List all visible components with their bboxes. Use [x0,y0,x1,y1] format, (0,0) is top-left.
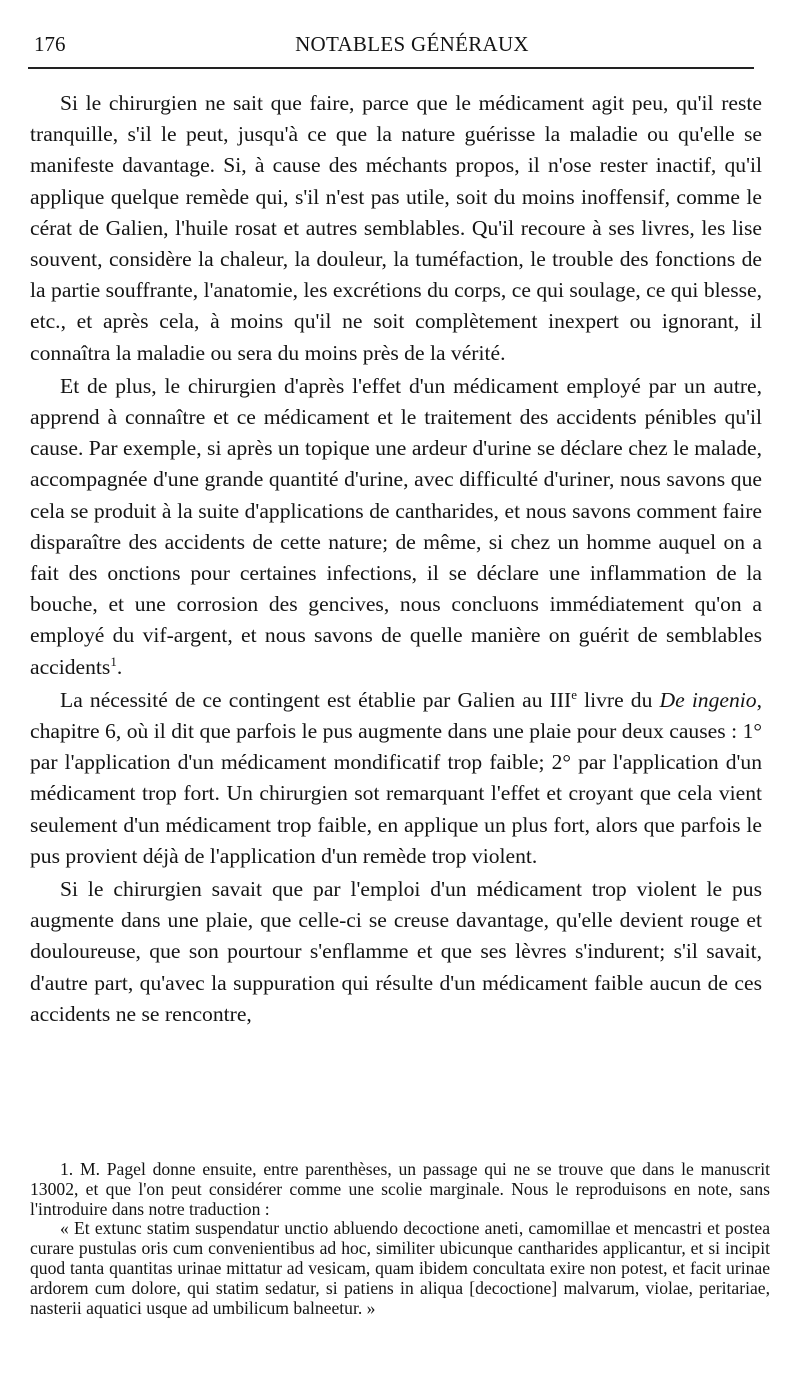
footnote: 1. M. Pagel donne ensuite, entre parenthèses, un passage qui ne se trouve que dans le manuscrit 13002, et que l'on peut considérer comme une scolie marginale. Nous le reproduisons en note, sans l'introduire dans notre traduction : [30,1159,770,1219]
paragraph: Si le chirurgien savait que par l'emploi d'un médicament trop violent le pus augmente dans une plaie, que celle-ci se creuse davantage, qu'elle devient rouge et douloureuse, que son pourtour s'enflamme et que ses lèvres s'indurent; s'il savait, d'autre part, qu'avec la suppuration qui résulte d'un médicament faible aucun de ces accidents ne se rencontre, [30,877,762,1026]
page-number: 176 [34,32,66,56]
footnotes [30,1160,770,1318]
ordinal-superscript: e [571,686,577,702]
paragraph-text: , chapitre 6, où il dit que parfois le pus augmente dans une plaie pour deux causes : 1° par l'application d'un médicament mondificatif trop faible; 2° par l'application d'un médicament trop fort. Un chirurgien sot remarquant l'effet et croyant que cela vient seulement d'un médicament trop faible, en applique un plus fort, alors que parfois le pus provient déjà de l'application d'un remède trop violent. [30,687,762,868]
paragraph [30,371,762,683]
paragraph-end: . [116,654,123,679]
footnote-quote: « Et extunc statim suspendatur unctio abluendo decoctione aneti, camomillae et mencastri et postea curare pustulas oris cum convenientibus ad hoc, similiter ubicunque cantharides applicantur, et si incipit quod tanta quantitas urinae mittatur ad vesicam, quam ibidem concultata exire non potest, et facit urinae ardorem cum dolore, qui statim sedatur, si patiens in aliqua [decoctione] malvarum, violae, peritariae, nasterii aquatici usque ad umbilicum balneetur. » [30,1218,770,1318]
paragraph-text: livre du [576,687,660,712]
book-title-italic: De ingenio [659,687,757,712]
footnote-reference: 1 [110,653,117,669]
body-text [30,88,762,1030]
paragraph: Si le chirurgien ne sait que faire, parce que le médicament agit peu, qu'il reste tranquille, s'il le peut, jusqu'à ce que la nature guérisse la maladie ou qu'elle se manifeste davantage. Si, à cause des méchants propos, il n'ose rester inactif, qu'il applique quelque remède qui, s'il n'est pas utile, soit du moins inoffensif, comme le cérat de Galien, l'huile rosat et autres semblables. Qu'il recoure à ses livres, les lise souvent, considère la chaleur, la douleur, la tuméfaction, le trouble des fonctions de la partie souffrante, l'anatomie, les excrétions du corps, ce qui soulage, ce qui blesse, etc., et après cela, à moins qu'il ne soit complètement inexpert ou ignorant, il connaîtra la maladie ou sera du moins près de la vérité. [30,91,762,365]
paragraph-text: Et de plus, le chirurgien d'après l'effet d'un médicament employé par un autre, apprend à connaître et ce médicament et le traitement des accidents pénibles qu'il cause. Par exemple, si après un topique une ardeur d'urine se déclare chez le malade, accompagnée d'une grande quantité d'urine, avec difficulté d'uriner, nous savons que cela se produit à la suite d'applications de cantharides, et nous savons comment faire disparaître des accidents de cette nature; de même, si chez un homme auquel on a fait des onctions pour certaines infections, il se déclare une inflammation de la bouche, et une corrosion des gencives, nous concluons immédiatement qu'on a employé du vif-argent, et nous savons de quelle manière on guérit de semblables accidents [30,373,762,679]
header-rule [28,67,754,69]
paragraph [30,685,762,872]
page-header [32,28,752,58]
running-title: NOTABLES GÉNÉRAUX [295,32,529,56]
paragraph-text: La nécessité de ce contingent est établie par Galien au III [60,687,572,712]
